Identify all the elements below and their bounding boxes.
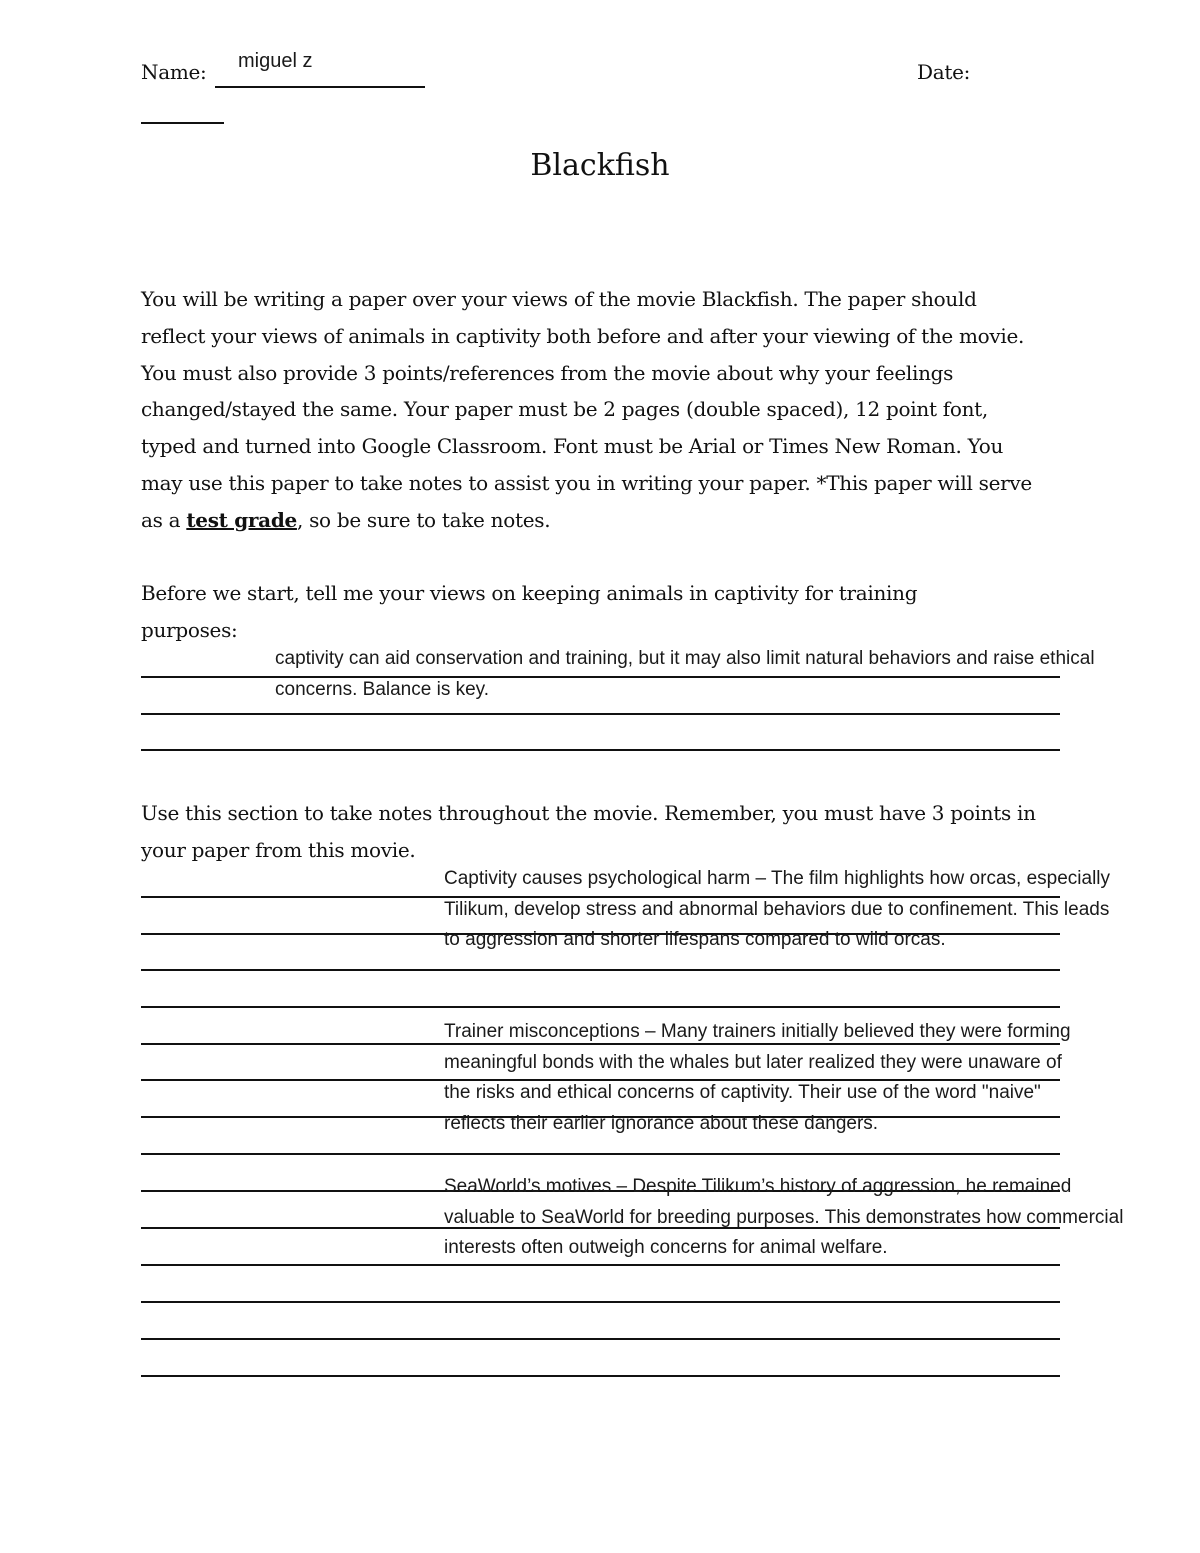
note-3[interactable] bbox=[444, 1172, 1134, 1264]
question-2-prompt bbox=[141, 795, 1081, 868]
note-2-text: Trainer misconceptions – Many trainers initially believed they were forming meaningful bonds with the whales but later realized they were unaware of the risks and ethical concerns of captivity. Their use of the word "naive" reflects their earlier ignorance about these dangers. bbox=[444, 1021, 1071, 1135]
instructions-text-end: , so be sure to take notes. bbox=[296, 507, 551, 532]
instructions bbox=[141, 281, 1041, 539]
note-2[interactable] bbox=[444, 1017, 1084, 1140]
question-2-text: Use this section to take notes throughout the movie. Remember, you must have 3 points in your paper from this movie. bbox=[141, 801, 1036, 862]
note-1-text: Captivity causes psychological harm – The film highlights how orcas, especially Tilikum, develop stress and abnormal behaviors due to confinement. This leads to aggression and shorter lifespans compared to wild orcas. bbox=[444, 868, 1111, 951]
notes-line bbox=[141, 1153, 1060, 1155]
notes-line bbox=[141, 1264, 1060, 1266]
notes-line bbox=[141, 1375, 1060, 1377]
question-1-answer-text: captivity can aid conservation and training, but it may also limit natural behaviors and raise ethical concerns. Balance is key. bbox=[275, 648, 1095, 700]
answer-line bbox=[141, 713, 1060, 715]
name-underline bbox=[215, 86, 425, 88]
notes-line bbox=[141, 1006, 1060, 1008]
instructions-text: You will be writing a paper over your views of the movie Blackfish. The paper should reflect your views of animals in captivity both before and after your viewing of the movie. You must also provide 3 points/references from the movie about why your feelings changed/stayed the same. Your paper must be 2 pages (double spaced), 12 point font, typed and turned into Google Classroom. Font must be Arial or Times New Roman. You may use this paper to take notes to assist you in writing your paper. *This paper will serve as a bbox=[141, 287, 1032, 532]
question-1-answer[interactable] bbox=[275, 644, 1115, 705]
note-3-text: SeaWorld’s motives – Despite Tilikum’s history of aggression, he remained valuable to SeaWorld for breeding purposes. This demonstrates how commercial interests often outweigh concerns for animal welfare. bbox=[444, 1176, 1124, 1259]
page-title: Blackfish bbox=[530, 148, 670, 183]
answer-line bbox=[141, 749, 1060, 751]
date-underline[interactable] bbox=[141, 122, 224, 124]
question-1-prompt bbox=[141, 575, 991, 648]
notes-line bbox=[141, 1338, 1060, 1340]
test-grade-emphasis: test grade bbox=[186, 507, 297, 532]
note-1[interactable] bbox=[444, 864, 1124, 956]
question-1-text: Before we start, tell me your views on keeping animals in captivity for training purposes: bbox=[141, 581, 918, 642]
notes-line bbox=[141, 969, 1060, 971]
notes-line bbox=[141, 1301, 1060, 1303]
date-label: Date: bbox=[917, 60, 971, 84]
name-label: Name: bbox=[141, 60, 207, 84]
name-field[interactable]: miguel z bbox=[238, 50, 313, 72]
